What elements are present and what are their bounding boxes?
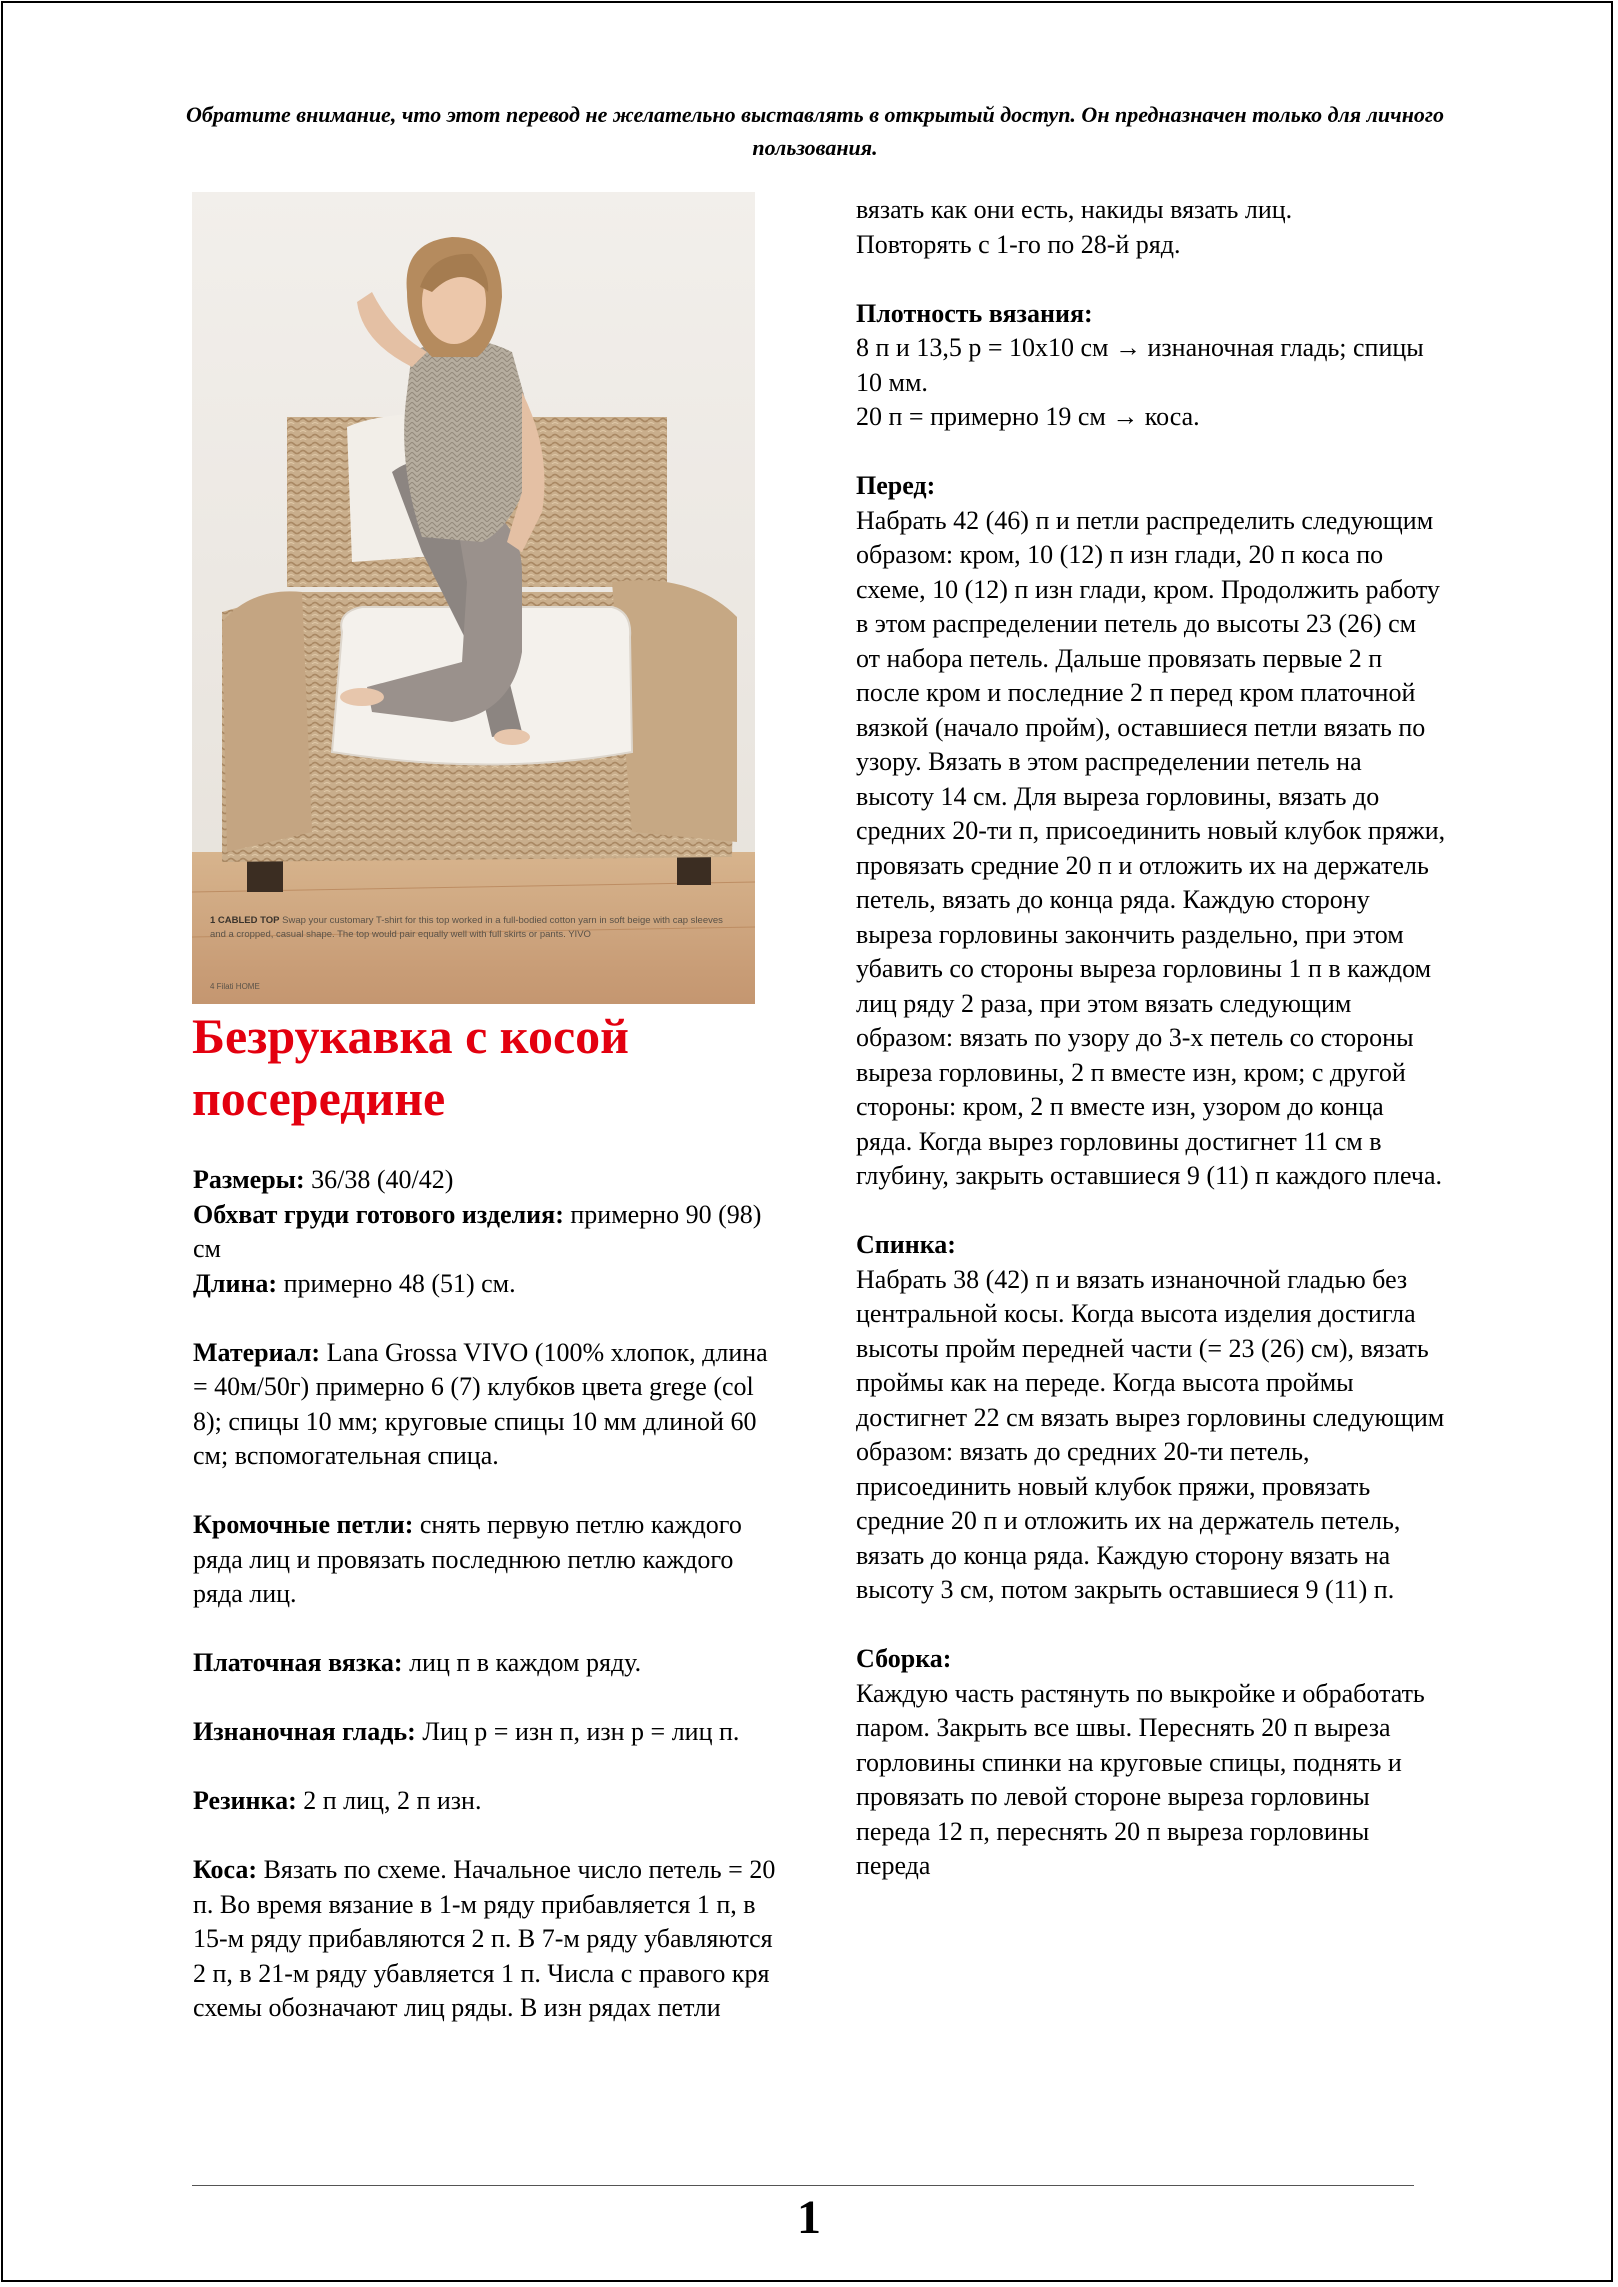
front-paragraph: Набрать 42 (46) п и петли распределить следующим образом: кром, 10 (12) п изн глади, 20 п коса по схеме, 10 (12) п изн глади, кром. Продолжить работу в этом распределении петель до высоты 23 (26) см от набора петель. Дальше провязать первые 2 п после кром и последние 2 п перед кром платочной вязкой (начало пройм), оставшиеся петли вязать по узору. Вязать в этом распределении петель на высоту 14 см. Для выреза горловины, вязать до средних 20-ти п, присоединить новый клубок пряжи, провязать средние 20 п и отложить их на держатель петель, вязать до конца ряда. Каждую сторону выреза горловины закончить раздельно, при этом убавить со стороны выреза горловины 1 п в каждом лиц ряду 2 раза, при этом вязать следующим образом: вязать по узору до 3-х петель со стороны выреза горловины, 2 п вместе изн, кром; с другой стороны: кром, 2 п вместе изн, узором до конца ряда. Когда вырез горловины достигнет 11 см в глубину, закрыть оставшиеся 9 (11) п каждого плеча.	[856, 505, 1446, 1190]
cable-value: Вязать по схеме. Начальное число петель = 20 п. Во время вязание в 1-м ряду прибавляется 1 п, в 15-м ряду прибавляются 2 п. В 7-м ряду убавляются 2 п, в 21-м ряду убавляется 1 п. Числа с правого кря схемы обозначают лиц ряды. В изн рядах петли	[193, 1855, 776, 2022]
model-photo	[192, 192, 755, 1004]
back-label: Спинка:	[856, 1230, 956, 1259]
gauge-label: Плотность вязания:	[856, 298, 1093, 328]
reverse-label: Изнаночная гладь:	[193, 1717, 416, 1746]
spacer	[193, 1819, 783, 1854]
garter-label: Платочная вязка:	[193, 1648, 403, 1677]
sizes-line	[193, 1163, 783, 1198]
spacer	[856, 1194, 1446, 1229]
front-heading	[856, 469, 1446, 504]
material-value: Lana Grossa VIVO (100% хлопок, длина = 40м/50г) примерно 6 (7) клубков цвета grege (col 8); спицы 10 мм; круговые спицы 10 мм длиной 60 см; вспомогательная спица.	[193, 1337, 768, 1470]
footer-rule	[192, 2185, 1414, 2186]
photo-caption	[210, 914, 730, 942]
rib-value: 2 п лиц, 2 п изн.	[296, 1786, 482, 1815]
spacer	[193, 1474, 783, 1509]
edge-label: Кромочные петли:	[193, 1510, 414, 1539]
material-label: Материал:	[193, 1337, 321, 1367]
garter-paragraph	[193, 1646, 783, 1681]
back-paragraph: Набрать 38 (42) п и вязать изнаночной гладью без центральной косы. Когда высота изделия достигла высоты пройм передней части (= 23 (26) см), вязать проймы как на переде. Когда высота проймы достигнет 22 см вязать вырез горловины следующим образом: вязать до средних 20-ти петель, присоединить новый клубок пряжи, провязать средние 20 п и отложить их на держатель петель, вязать до конца ряда. Каждую сторону вязать на высоту 3 см, потом закрыть оставшиеся 9 (11) п.	[856, 1264, 1445, 1604]
assembly-label: Сборка:	[856, 1644, 952, 1673]
reverse-stockinette-paragraph	[193, 1715, 783, 1750]
right-column	[856, 193, 1446, 1884]
length-label: Длина:	[193, 1268, 278, 1298]
cable-continued-line-2: Повторять с 1-го по 28-й ряд.	[856, 229, 1181, 259]
gauge-line-2: 20 п = примерно 19 см → коса.	[856, 402, 1200, 431]
magazine-page-label: 4 Filati HOME	[210, 982, 260, 991]
garter-value: лиц п в каждом ряду.	[402, 1648, 642, 1677]
spacer	[193, 1750, 783, 1785]
spacer	[193, 1612, 783, 1647]
cable-paragraph	[193, 1853, 783, 2026]
gauge-line-1: 8 п и 13,5 р = 10х10 см → изнаночная гладь; спицы 10 мм.	[856, 333, 1424, 397]
rib-label: Резинка:	[193, 1786, 297, 1815]
sizes-value: 36/38 (40/42)	[304, 1165, 454, 1194]
length-line	[193, 1267, 783, 1302]
caption-title: 1 CABLED TOP	[210, 915, 280, 926]
spacer	[856, 435, 1446, 470]
length-value: примерно 48 (51) см.	[277, 1268, 516, 1298]
chest-value: примерно 90 (98) см	[193, 1199, 762, 1263]
sizes-label: Размеры:	[193, 1165, 305, 1194]
chest-line	[193, 1198, 783, 1267]
spacer	[856, 262, 1446, 297]
page-number: 1	[797, 2191, 821, 2244]
spacer	[856, 1608, 1446, 1643]
cable-continued-line-1: вязать как они есть, накиды вязать лиц.	[856, 195, 1293, 224]
back-heading	[856, 1228, 1446, 1263]
front-label: Перед:	[856, 471, 936, 500]
assembly-heading	[856, 1642, 1446, 1677]
photo-illustration	[192, 192, 755, 1004]
gauge-heading	[856, 297, 1446, 332]
material-paragraph	[193, 1336, 783, 1474]
edge-value: снять первую петлю каждого ряда лиц и провязать последнюю петлю каждого ряда лиц.	[193, 1510, 742, 1608]
copyright-notice: Обратите внимание, что этот перевод не желательно выставлять в открытый доступ. Он предназначен только для личного пользования.	[185, 102, 1445, 160]
assembly-paragraph: Каждую часть растянуть по выкройке и обработать паром. Закрыть все швы. Переснять 20 п выреза горловины спинки на круговые спицы, поднять и провязать по левой стороне выреза горловины переда 12 п, переснять 20 п выреза горловины переда	[856, 1678, 1425, 1880]
left-column	[193, 1163, 783, 2026]
reverse-value: Лиц р = изн п, изн р = лиц п.	[415, 1717, 740, 1746]
chest-label: Обхват груди готового изделия:	[193, 1199, 564, 1229]
rib-paragraph	[193, 1784, 783, 1819]
spacer	[193, 1681, 783, 1716]
pattern-title: Безрукавка с косой посередине	[192, 1008, 629, 1126]
cable-label: Коса:	[193, 1855, 258, 1884]
spacer	[193, 1301, 783, 1336]
edge-stitches-paragraph	[193, 1508, 783, 1612]
caption-text: Swap your customary T-shirt for this top worked in a full-bodied cotton yarn in soft beige with cap sleeves and a cropped, casual shape. The top would pair equally well with full skirts or pants. YIVO	[210, 915, 723, 940]
